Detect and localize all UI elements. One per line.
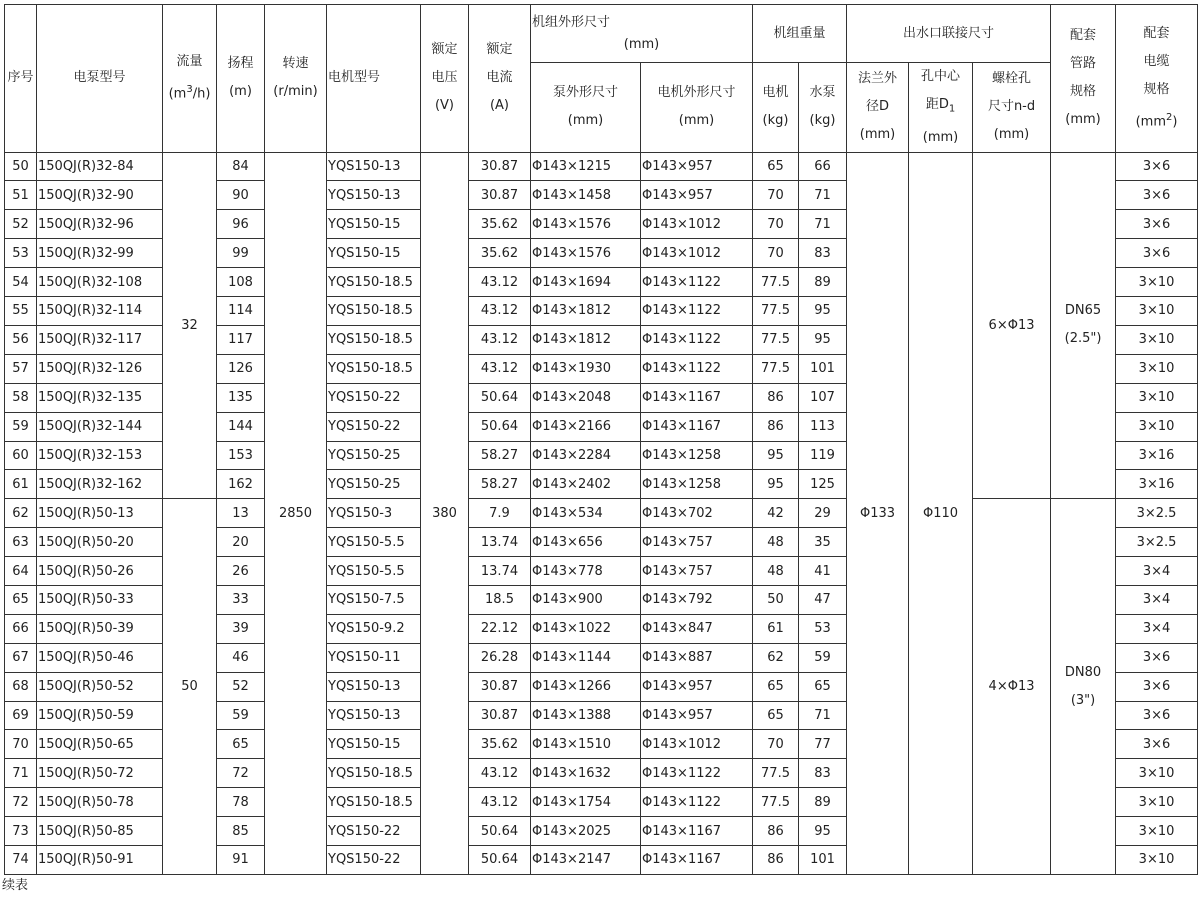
header-head: 扬程 (m) <box>217 5 265 153</box>
header-flow: 流量 $(m^3/h)$ <box>163 5 217 153</box>
cell-pump-dims: Φ143×900 <box>531 585 641 614</box>
cell-pump-model: 150QJ(R)50-20 <box>37 528 163 557</box>
cell-pipe-spec: DN80 (3") <box>1051 499 1116 875</box>
cell-motor-weight: 50 <box>753 585 799 614</box>
cell-pump-model: 150QJ(R)50-78 <box>37 788 163 817</box>
cell-cable-spec: 3×6 <box>1116 181 1198 210</box>
cell-pump-model: 150QJ(R)50-59 <box>37 701 163 730</box>
cell-motor-model: YQS150-18.5 <box>327 325 421 354</box>
header-dims-group: 机组外形尺寸 (mm) <box>531 5 753 63</box>
cell-pump-dims: Φ143×2147 <box>531 845 641 874</box>
header-motor-weight: 电机 (kg) <box>753 63 799 153</box>
cell-motor-model: YQS150-15 <box>327 239 421 268</box>
cell-motor-dims: Φ143×847 <box>641 614 753 643</box>
cell-pump-weight: 83 <box>799 239 847 268</box>
cell-motor-dims: Φ143×792 <box>641 585 753 614</box>
cell-cable-spec: 3×10 <box>1116 788 1198 817</box>
cell-seq: 69 <box>5 701 37 730</box>
cell-cable-spec: 3×16 <box>1116 441 1198 470</box>
cell-seq: 73 <box>5 817 37 846</box>
cell-head: 108 <box>217 268 265 297</box>
cell-pump-weight: 47 <box>799 585 847 614</box>
cell-seq: 66 <box>5 614 37 643</box>
cell-head: 99 <box>217 239 265 268</box>
cell-pump-dims: Φ143×2284 <box>531 441 641 470</box>
cell-flange: Φ133 <box>847 152 909 874</box>
header-motor-model: 电机型号 <box>327 5 421 153</box>
cell-cable-spec: 3×10 <box>1116 268 1198 297</box>
cell-current: 43.12 <box>469 268 531 297</box>
header-weight-group: 机组重量 <box>753 5 847 63</box>
cell-head: 65 <box>217 730 265 759</box>
cell-head: 78 <box>217 788 265 817</box>
cell-cable-spec: 3×10 <box>1116 817 1198 846</box>
header-outlet-group: 出水口联接尺寸 <box>847 5 1051 63</box>
cell-pump-weight: 89 <box>799 788 847 817</box>
cell-seq: 68 <box>5 672 37 701</box>
cell-motor-weight: 77.5 <box>753 788 799 817</box>
cell-pump-dims: Φ143×1930 <box>531 354 641 383</box>
cell-pump-weight: 77 <box>799 730 847 759</box>
cell-current: 50.64 <box>469 383 531 412</box>
cell-cable-spec: 3×10 <box>1116 412 1198 441</box>
cell-hole-distance: Φ110 <box>909 152 973 874</box>
header-current: 额定 电流 (A) <box>469 5 531 153</box>
cell-motor-dims: Φ143×1167 <box>641 412 753 441</box>
cell-pump-model: 150QJ(R)32-108 <box>37 268 163 297</box>
cell-seq: 50 <box>5 152 37 181</box>
cell-motor-dims: Φ143×957 <box>641 181 753 210</box>
cell-pump-dims: Φ143×1632 <box>531 759 641 788</box>
cell-current: 35.62 <box>469 239 531 268</box>
cell-head: 153 <box>217 441 265 470</box>
cell-flow: 50 <box>163 499 217 875</box>
header-hole-distance: 孔中心 距$D_1$ (mm) <box>909 63 973 153</box>
cell-motor-dims: Φ143×1122 <box>641 788 753 817</box>
cell-voltage: 380 <box>421 152 469 874</box>
cell-cable-spec: 3×6 <box>1116 672 1198 701</box>
cell-head: 117 <box>217 325 265 354</box>
cell-motor-dims: Φ143×1258 <box>641 470 753 499</box>
cell-pump-model: 150QJ(R)32-135 <box>37 383 163 412</box>
cell-speed: 2850 <box>265 152 327 874</box>
cell-motor-dims: Φ143×1122 <box>641 297 753 326</box>
cell-head: 135 <box>217 383 265 412</box>
cell-pump-model: 150QJ(R)32-99 <box>37 239 163 268</box>
cell-current: 43.12 <box>469 325 531 354</box>
table-row <box>5 152 1198 181</box>
cell-pump-weight: 35 <box>799 528 847 557</box>
cell-current: 43.12 <box>469 759 531 788</box>
cell-pump-weight: 113 <box>799 412 847 441</box>
cell-pump-dims: Φ143×1754 <box>531 788 641 817</box>
cell-motor-model: YQS150-22 <box>327 817 421 846</box>
cell-pump-weight: 125 <box>799 470 847 499</box>
cell-seq: 61 <box>5 470 37 499</box>
cell-motor-model: YQS150-25 <box>327 470 421 499</box>
cell-motor-dims: Φ143×1012 <box>641 239 753 268</box>
cell-motor-model: YQS150-18.5 <box>327 788 421 817</box>
cell-pump-dims: Φ143×534 <box>531 499 641 528</box>
cell-pump-model: 150QJ(R)32-96 <box>37 210 163 239</box>
cell-pump-dims: Φ143×1510 <box>531 730 641 759</box>
cell-seq: 60 <box>5 441 37 470</box>
cell-motor-weight: 77.5 <box>753 297 799 326</box>
cell-pump-weight: 41 <box>799 557 847 586</box>
cell-pump-model: 150QJ(R)50-85 <box>37 817 163 846</box>
cell-cable-spec: 3×10 <box>1116 759 1198 788</box>
cell-motor-model: YQS150-7.5 <box>327 585 421 614</box>
cell-motor-model: YQS150-9.2 <box>327 614 421 643</box>
cell-pump-dims: Φ143×1812 <box>531 297 641 326</box>
cell-bolt-holes: 4×Φ13 <box>973 499 1051 875</box>
cell-cable-spec: 3×6 <box>1116 730 1198 759</box>
footnote: 续表 <box>2 878 29 893</box>
cell-current: 43.12 <box>469 354 531 383</box>
cell-pump-weight: 107 <box>799 383 847 412</box>
cell-current: 58.27 <box>469 441 531 470</box>
cell-motor-model: YQS150-25 <box>327 441 421 470</box>
cell-pump-weight: 101 <box>799 354 847 383</box>
cell-motor-weight: 86 <box>753 412 799 441</box>
cell-pump-model: 150QJ(R)50-33 <box>37 585 163 614</box>
cell-motor-weight: 95 <box>753 441 799 470</box>
cell-motor-weight: 70 <box>753 730 799 759</box>
cell-seq: 53 <box>5 239 37 268</box>
header-pump-dims: 泵外形尺寸 (mm) <box>531 63 641 153</box>
header-pipe-spec: 配套 管路 规格 (mm) <box>1051 5 1116 153</box>
cell-seq: 64 <box>5 557 37 586</box>
cell-cable-spec: 3×4 <box>1116 614 1198 643</box>
cell-current: 50.64 <box>469 412 531 441</box>
cell-pump-weight: 71 <box>799 210 847 239</box>
cell-motor-weight: 86 <box>753 383 799 412</box>
cell-pump-model: 150QJ(R)32-84 <box>37 152 163 181</box>
cell-pump-dims: Φ143×2166 <box>531 412 641 441</box>
cell-current: 30.87 <box>469 152 531 181</box>
cell-head: 162 <box>217 470 265 499</box>
cell-motor-dims: Φ143×1167 <box>641 845 753 874</box>
cell-head: 26 <box>217 557 265 586</box>
cell-motor-model: YQS150-5.5 <box>327 528 421 557</box>
header-cable-spec: 配套 电缆 规格 $(mm^2)$ <box>1116 5 1198 153</box>
cell-pump-dims: Φ143×1215 <box>531 152 641 181</box>
cell-motor-model: YQS150-18.5 <box>327 268 421 297</box>
cell-pump-weight: 101 <box>799 845 847 874</box>
cell-seq: 71 <box>5 759 37 788</box>
cell-head: 91 <box>217 845 265 874</box>
cell-head: 85 <box>217 817 265 846</box>
cell-pump-dims: Φ143×2048 <box>531 383 641 412</box>
header-seq: 序号 <box>5 5 37 153</box>
cell-cable-spec: 3×10 <box>1116 325 1198 354</box>
cell-head: 144 <box>217 412 265 441</box>
cell-pipe-spec: DN65 (2.5") <box>1051 152 1116 499</box>
cell-pump-model: 150QJ(R)50-26 <box>37 557 163 586</box>
cell-motor-dims: Φ143×1122 <box>641 268 753 297</box>
cell-pump-model: 150QJ(R)50-46 <box>37 643 163 672</box>
cell-current: 7.9 <box>469 499 531 528</box>
cell-motor-weight: 86 <box>753 817 799 846</box>
cell-motor-model: YQS150-22 <box>327 845 421 874</box>
cell-head: 59 <box>217 701 265 730</box>
cell-motor-weight: 70 <box>753 181 799 210</box>
cell-seq: 65 <box>5 585 37 614</box>
cell-pump-weight: 95 <box>799 817 847 846</box>
cell-pump-dims: Φ143×656 <box>531 528 641 557</box>
cell-motor-model: YQS150-15 <box>327 210 421 239</box>
cell-motor-model: YQS150-13 <box>327 152 421 181</box>
cell-motor-weight: 42 <box>753 499 799 528</box>
cell-head: 33 <box>217 585 265 614</box>
cell-head: 90 <box>217 181 265 210</box>
cell-pump-weight: 89 <box>799 268 847 297</box>
cell-pump-dims: Φ143×778 <box>531 557 641 586</box>
cell-seq: 62 <box>5 499 37 528</box>
cell-cable-spec: 3×10 <box>1116 297 1198 326</box>
cell-pump-weight: 53 <box>799 614 847 643</box>
cell-motor-model: YQS150-22 <box>327 383 421 412</box>
cell-motor-dims: Φ143×1167 <box>641 383 753 412</box>
cell-motor-weight: 86 <box>753 845 799 874</box>
cell-motor-weight: 70 <box>753 239 799 268</box>
cell-pump-model: 150QJ(R)50-13 <box>37 499 163 528</box>
cell-motor-dims: Φ143×1122 <box>641 354 753 383</box>
cell-seq: 54 <box>5 268 37 297</box>
cell-current: 13.74 <box>469 528 531 557</box>
cell-cable-spec: 3×6 <box>1116 643 1198 672</box>
cell-motor-model: YQS150-18.5 <box>327 354 421 383</box>
cell-pump-dims: Φ143×1694 <box>531 268 641 297</box>
cell-current: 30.87 <box>469 181 531 210</box>
cell-head: 13 <box>217 499 265 528</box>
cell-cable-spec: 3×6 <box>1116 701 1198 730</box>
cell-motor-weight: 70 <box>753 210 799 239</box>
cell-pump-dims: Φ143×1458 <box>531 181 641 210</box>
cell-pump-weight: 119 <box>799 441 847 470</box>
cell-motor-weight: 77.5 <box>753 759 799 788</box>
cell-motor-dims: Φ143×957 <box>641 152 753 181</box>
header-flange: 法兰外 径D (mm) <box>847 63 909 153</box>
cell-seq: 51 <box>5 181 37 210</box>
cell-pump-dims: Φ143×1022 <box>531 614 641 643</box>
cell-pump-dims: Φ143×2402 <box>531 470 641 499</box>
cell-cable-spec: 3×4 <box>1116 557 1198 586</box>
cell-pump-weight: 95 <box>799 325 847 354</box>
cell-head: 84 <box>217 152 265 181</box>
cell-cable-spec: 3×16 <box>1116 470 1198 499</box>
cell-pump-dims: Φ143×1812 <box>531 325 641 354</box>
cell-pump-model: 150QJ(R)32-90 <box>37 181 163 210</box>
cell-seq: 63 <box>5 528 37 557</box>
cell-pump-weight: 66 <box>799 152 847 181</box>
cell-head: 52 <box>217 672 265 701</box>
cell-head: 72 <box>217 759 265 788</box>
cell-motor-model: YQS150-18.5 <box>327 297 421 326</box>
header-pump-model: 电泵型号 <box>37 5 163 153</box>
cell-head: 20 <box>217 528 265 557</box>
cell-current: 35.62 <box>469 730 531 759</box>
cell-motor-dims: Φ143×1167 <box>641 817 753 846</box>
cell-pump-model: 150QJ(R)50-65 <box>37 730 163 759</box>
cell-cable-spec: 3×4 <box>1116 585 1198 614</box>
header-voltage: 额定 电压 (V) <box>421 5 469 153</box>
cell-motor-weight: 77.5 <box>753 354 799 383</box>
cell-motor-weight: 61 <box>753 614 799 643</box>
cell-motor-weight: 65 <box>753 701 799 730</box>
cell-seq: 70 <box>5 730 37 759</box>
cell-cable-spec: 3×10 <box>1116 354 1198 383</box>
cell-pump-model: 150QJ(R)32-126 <box>37 354 163 383</box>
cell-pump-model: 150QJ(R)32-144 <box>37 412 163 441</box>
cell-motor-dims: Φ143×702 <box>641 499 753 528</box>
cell-motor-weight: 62 <box>753 643 799 672</box>
cell-head: 126 <box>217 354 265 383</box>
cell-pump-dims: Φ143×1576 <box>531 239 641 268</box>
cell-current: 43.12 <box>469 788 531 817</box>
cell-cable-spec: 3×6 <box>1116 152 1198 181</box>
cell-pump-weight: 71 <box>799 181 847 210</box>
cell-motor-dims: Φ143×957 <box>641 701 753 730</box>
cell-pump-dims: Φ143×2025 <box>531 817 641 846</box>
cell-current: 22.12 <box>469 614 531 643</box>
header-bolt-holes: 螺栓孔 尺寸n-d (mm) <box>973 63 1051 153</box>
cell-motor-dims: Φ143×1122 <box>641 759 753 788</box>
cell-pump-weight: 59 <box>799 643 847 672</box>
cell-pump-model: 150QJ(R)32-114 <box>37 297 163 326</box>
cell-motor-dims: Φ143×1258 <box>641 441 753 470</box>
cell-pump-model: 150QJ(R)32-153 <box>37 441 163 470</box>
cell-current: 58.27 <box>469 470 531 499</box>
table-body <box>5 152 1198 874</box>
cell-bolt-holes: 6×Φ13 <box>973 152 1051 499</box>
cell-motor-weight: 77.5 <box>753 268 799 297</box>
cell-pump-weight: 65 <box>799 672 847 701</box>
cell-motor-dims: Φ143×1012 <box>641 730 753 759</box>
cell-seq: 57 <box>5 354 37 383</box>
cell-seq: 55 <box>5 297 37 326</box>
cell-current: 13.74 <box>469 557 531 586</box>
table-row <box>5 499 1198 528</box>
cell-pump-model: 150QJ(R)50-52 <box>37 672 163 701</box>
cell-cable-spec: 3×6 <box>1116 239 1198 268</box>
cell-pump-model: 150QJ(R)50-39 <box>37 614 163 643</box>
cell-motor-weight: 65 <box>753 672 799 701</box>
cell-pump-weight: 83 <box>799 759 847 788</box>
cell-current: 35.62 <box>469 210 531 239</box>
cell-seq: 72 <box>5 788 37 817</box>
cell-motor-model: YQS150-13 <box>327 672 421 701</box>
header-speed: 转速 (r/min) <box>265 5 327 153</box>
cell-motor-model: YQS150-11 <box>327 643 421 672</box>
cell-head: 46 <box>217 643 265 672</box>
cell-pump-dims: Φ143×1266 <box>531 672 641 701</box>
cell-seq: 59 <box>5 412 37 441</box>
cell-motor-model: YQS150-13 <box>327 181 421 210</box>
cell-current: 30.87 <box>469 701 531 730</box>
cell-seq: 52 <box>5 210 37 239</box>
cell-head: 96 <box>217 210 265 239</box>
cell-motor-dims: Φ143×887 <box>641 643 753 672</box>
cell-motor-model: YQS150-13 <box>327 701 421 730</box>
cell-motor-model: YQS150-18.5 <box>327 759 421 788</box>
cell-head: 114 <box>217 297 265 326</box>
pump-spec-table <box>4 4 1198 875</box>
cell-pump-weight: 29 <box>799 499 847 528</box>
cell-seq: 74 <box>5 845 37 874</box>
cell-motor-dims: Φ143×1012 <box>641 210 753 239</box>
cell-current: 43.12 <box>469 297 531 326</box>
cell-motor-weight: 48 <box>753 557 799 586</box>
cell-pump-model: 150QJ(R)32-162 <box>37 470 163 499</box>
cell-head: 39 <box>217 614 265 643</box>
cell-motor-weight: 65 <box>753 152 799 181</box>
cell-motor-weight: 48 <box>753 528 799 557</box>
cell-current: 50.64 <box>469 817 531 846</box>
cell-flow: 32 <box>163 152 217 499</box>
cell-seq: 56 <box>5 325 37 354</box>
cell-seq: 58 <box>5 383 37 412</box>
cell-current: 50.64 <box>469 845 531 874</box>
cell-cable-spec: 3×6 <box>1116 210 1198 239</box>
cell-pump-dims: Φ143×1144 <box>531 643 641 672</box>
cell-motor-model: YQS150-15 <box>327 730 421 759</box>
cell-pump-dims: Φ143×1388 <box>531 701 641 730</box>
cell-cable-spec: 3×10 <box>1116 845 1198 874</box>
cell-cable-spec: 3×2.5 <box>1116 499 1198 528</box>
cell-pump-model: 150QJ(R)50-72 <box>37 759 163 788</box>
cell-current: 18.5 <box>469 585 531 614</box>
cell-pump-dims: Φ143×1576 <box>531 210 641 239</box>
cell-motor-dims: Φ143×757 <box>641 557 753 586</box>
header-motor-dims: 电机外形尺寸 (mm) <box>641 63 753 153</box>
cell-motor-weight: 95 <box>753 470 799 499</box>
cell-seq: 67 <box>5 643 37 672</box>
cell-motor-model: YQS150-5.5 <box>327 557 421 586</box>
cell-cable-spec: 3×10 <box>1116 383 1198 412</box>
cell-motor-dims: Φ143×1122 <box>641 325 753 354</box>
cell-pump-weight: 95 <box>799 297 847 326</box>
cell-cable-spec: 3×2.5 <box>1116 528 1198 557</box>
header-pump-weight: 水泵 (kg) <box>799 63 847 153</box>
cell-motor-dims: Φ143×757 <box>641 528 753 557</box>
cell-motor-weight: 77.5 <box>753 325 799 354</box>
cell-pump-model: 150QJ(R)50-91 <box>37 845 163 874</box>
cell-motor-model: YQS150-22 <box>327 412 421 441</box>
cell-motor-dims: Φ143×957 <box>641 672 753 701</box>
cell-motor-model: YQS150-3 <box>327 499 421 528</box>
cell-current: 26.28 <box>469 643 531 672</box>
cell-pump-weight: 71 <box>799 701 847 730</box>
cell-pump-model: 150QJ(R)32-117 <box>37 325 163 354</box>
cell-current: 30.87 <box>469 672 531 701</box>
